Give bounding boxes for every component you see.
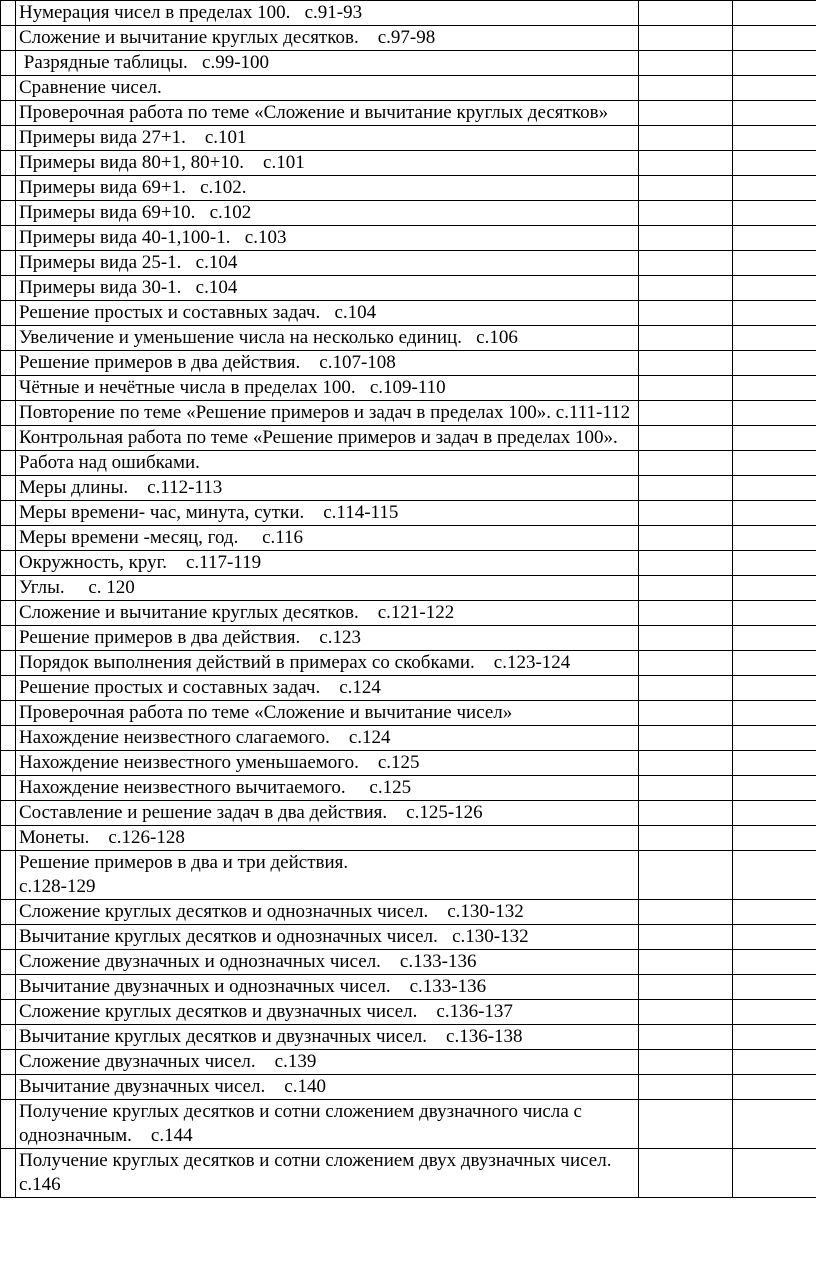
lesson-topic-cell: Примеры вида 69+10. с.102 <box>16 201 639 226</box>
date-cell <box>733 576 816 601</box>
table-row <box>1 826 816 851</box>
hours-cell <box>639 326 733 351</box>
row-number-cell <box>1 201 16 226</box>
row-number-cell <box>1 676 16 701</box>
row-number-cell <box>1 626 16 651</box>
date-cell <box>733 326 816 351</box>
row-number-cell <box>1 826 16 851</box>
lesson-topic-cell: Контрольная работа по теме «Решение примеров и задач в пределах 100». <box>16 426 639 451</box>
row-number-cell <box>1 226 16 251</box>
lesson-topic-cell: Проверочная работа по теме «Сложение и вычитание круглых десятков» <box>16 101 639 126</box>
date-cell <box>733 1075 816 1100</box>
hours-cell <box>639 701 733 726</box>
row-number-cell <box>1 1025 16 1050</box>
lesson-topic-cell: Сложение двузначных и однозначных чисел. с.133-136 <box>16 950 639 975</box>
hours-cell <box>639 851 733 900</box>
lesson-topic-cell: Получение круглых десятков и сотни сложением двузначного числа с однозначным. с.144 <box>16 1100 639 1149</box>
row-number-cell <box>1 1100 16 1149</box>
lesson-topic-cell: Меры длины. с.112-113 <box>16 476 639 501</box>
row-number-cell <box>1 551 16 576</box>
hours-cell <box>639 950 733 975</box>
date-cell <box>733 426 816 451</box>
lesson-topic-cell: Решение примеров в два действия. с.123 <box>16 626 639 651</box>
date-cell <box>733 651 816 676</box>
table-row <box>1 326 816 351</box>
row-number-cell <box>1 651 16 676</box>
date-cell <box>733 476 816 501</box>
table-row <box>1 651 816 676</box>
lesson-topic-cell: Разрядные таблицы. с.99-100 <box>16 51 639 76</box>
date-cell <box>733 526 816 551</box>
table-row <box>1 676 816 701</box>
table-row <box>1 900 816 925</box>
table-row <box>1 51 816 76</box>
lesson-topic-cell: Чётные и нечётные числа в пределах 100. с.109-110 <box>16 376 639 401</box>
table-row <box>1 276 816 301</box>
lesson-topic-cell: Проверочная работа по теме «Сложение и вычитание чисел» <box>16 701 639 726</box>
row-number-cell <box>1 975 16 1000</box>
table-row <box>1 451 816 476</box>
table-row <box>1 526 816 551</box>
date-cell <box>733 975 816 1000</box>
date-cell <box>733 126 816 151</box>
table-row <box>1 226 816 251</box>
row-number-cell <box>1 51 16 76</box>
hours-cell <box>639 426 733 451</box>
date-cell <box>733 376 816 401</box>
date-cell <box>733 251 816 276</box>
row-number-cell <box>1 801 16 826</box>
row-number-cell <box>1 126 16 151</box>
date-cell <box>733 826 816 851</box>
date-cell <box>733 900 816 925</box>
table-row <box>1 701 816 726</box>
hours-cell <box>639 76 733 101</box>
lesson-topic-cell: Работа над ошибками. <box>16 451 639 476</box>
lesson-topic-cell: Решение простых и составных задач. с.104 <box>16 301 639 326</box>
row-number-cell <box>1 1000 16 1025</box>
row-number-cell <box>1 726 16 751</box>
date-cell <box>733 851 816 900</box>
lesson-topic-cell: Повторение по теме «Решение примеров и задач в пределах 100». с.111-112 <box>16 401 639 426</box>
row-number-cell <box>1 276 16 301</box>
lesson-topic-cell: Сложение двузначных чисел. с.139 <box>16 1050 639 1075</box>
row-number-cell <box>1 26 16 51</box>
date-cell <box>733 401 816 426</box>
row-number-cell <box>1 1149 16 1198</box>
lesson-topic-cell: Вычитание двузначных и однозначных чисел. с.133-136 <box>16 975 639 1000</box>
table-row <box>1 126 816 151</box>
hours-cell <box>639 226 733 251</box>
row-number-cell <box>1 1050 16 1075</box>
row-number-cell <box>1 451 16 476</box>
lesson-topic-cell: Монеты. с.126-128 <box>16 826 639 851</box>
hours-cell <box>639 726 733 751</box>
date-cell <box>733 101 816 126</box>
table-row <box>1 251 816 276</box>
table-row <box>1 801 816 826</box>
hours-cell <box>639 576 733 601</box>
hours-cell <box>639 651 733 676</box>
date-cell <box>733 201 816 226</box>
table-row <box>1 576 816 601</box>
table-row <box>1 950 816 975</box>
row-number-cell <box>1 426 16 451</box>
hours-cell <box>639 975 733 1000</box>
lesson-topic-cell: Решение простых и составных задач. с.124 <box>16 676 639 701</box>
lesson-topic-cell: Сложение и вычитание круглых десятков. с.121-122 <box>16 601 639 626</box>
lesson-topic-cell: Порядок выполнения действий в примерах со скобками. с.123-124 <box>16 651 639 676</box>
row-number-cell <box>1 401 16 426</box>
row-number-cell <box>1 851 16 900</box>
date-cell <box>733 76 816 101</box>
lesson-topic-cell: Вычитание круглых десятков и однозначных чисел. с.130-132 <box>16 925 639 950</box>
date-cell <box>733 1000 816 1025</box>
lesson-topic-cell: Нахождение неизвестного слагаемого. с.124 <box>16 726 639 751</box>
hours-cell <box>639 925 733 950</box>
lesson-topic-cell: Примеры вида 69+1. с.102. <box>16 176 639 201</box>
date-cell <box>733 776 816 801</box>
lesson-topic-cell: Сложение и вычитание круглых десятков. с.97-98 <box>16 26 639 51</box>
hours-cell <box>639 101 733 126</box>
date-cell <box>733 501 816 526</box>
hours-cell <box>639 401 733 426</box>
hours-cell <box>639 1050 733 1075</box>
hours-cell <box>639 126 733 151</box>
lesson-topic-cell: Углы. с. 120 <box>16 576 639 601</box>
lesson-topic-cell: Примеры вида 40-1,100-1. с.103 <box>16 226 639 251</box>
date-cell <box>733 950 816 975</box>
lesson-topic-cell: Увеличение и уменьшение числа на несколько единиц. с.106 <box>16 326 639 351</box>
lesson-topic-cell: Нумерация чисел в пределах 100. с.91-93 <box>16 1 639 26</box>
lesson-topic-cell: Решение примеров в два действия. с.107-108 <box>16 351 639 376</box>
hours-cell <box>639 1 733 26</box>
date-cell <box>733 301 816 326</box>
table-row <box>1 151 816 176</box>
row-number-cell <box>1 376 16 401</box>
lesson-topic-cell: Составление и решение задач в два действия. с.125-126 <box>16 801 639 826</box>
lesson-topic-cell: Меры времени -месяц, год. с.116 <box>16 526 639 551</box>
lesson-topic-cell: Примеры вида 30-1. с.104 <box>16 276 639 301</box>
hours-cell <box>639 251 733 276</box>
row-number-cell <box>1 701 16 726</box>
hours-cell <box>639 826 733 851</box>
hours-cell <box>639 276 733 301</box>
hours-cell <box>639 1100 733 1149</box>
hours-cell <box>639 1149 733 1198</box>
date-cell <box>733 1050 816 1075</box>
date-cell <box>733 751 816 776</box>
lesson-topic-cell: Сравнение чисел. <box>16 76 639 101</box>
row-number-cell <box>1 776 16 801</box>
row-number-cell <box>1 251 16 276</box>
lesson-topic-cell: Вычитание круглых десятков и двузначных чисел. с.136-138 <box>16 1025 639 1050</box>
date-cell <box>733 701 816 726</box>
table-row <box>1 1050 816 1075</box>
row-number-cell <box>1 176 16 201</box>
date-cell <box>733 1 816 26</box>
hours-cell <box>639 676 733 701</box>
hours-cell <box>639 626 733 651</box>
hours-cell <box>639 351 733 376</box>
row-number-cell <box>1 601 16 626</box>
lesson-topic-cell: Нахождение неизвестного вычитаемого. с.125 <box>16 776 639 801</box>
lesson-topic-cell: Получение круглых десятков и сотни сложением двух двузначных чисел. с.146 <box>16 1149 639 1198</box>
table-row <box>1 426 816 451</box>
hours-cell <box>639 601 733 626</box>
row-number-cell <box>1 950 16 975</box>
date-cell <box>733 351 816 376</box>
date-cell <box>733 276 816 301</box>
table-row <box>1 301 816 326</box>
table-row <box>1 26 816 51</box>
table-row <box>1 1100 816 1149</box>
date-cell <box>733 1100 816 1149</box>
table-row <box>1 1000 816 1025</box>
row-number-cell <box>1 76 16 101</box>
date-cell <box>733 51 816 76</box>
table-row <box>1 1025 816 1050</box>
table-row <box>1 351 816 376</box>
hours-cell <box>639 801 733 826</box>
row-number-cell <box>1 501 16 526</box>
hours-cell <box>639 476 733 501</box>
hours-cell <box>639 751 733 776</box>
hours-cell <box>639 51 733 76</box>
table-row <box>1 551 816 576</box>
table-row <box>1 1075 816 1100</box>
table-row <box>1 726 816 751</box>
date-cell <box>733 151 816 176</box>
table-row <box>1 376 816 401</box>
row-number-cell <box>1 351 16 376</box>
table-row <box>1 776 816 801</box>
row-number-cell <box>1 151 16 176</box>
table-row <box>1 975 816 1000</box>
date-cell <box>733 601 816 626</box>
table-row <box>1 476 816 501</box>
lesson-plan-body <box>1 1 816 1198</box>
hours-cell <box>639 551 733 576</box>
table-row <box>1 1149 816 1198</box>
lesson-topic-cell: Сложение круглых десятков и двузначных чисел. с.136-137 <box>16 1000 639 1025</box>
date-cell <box>733 26 816 51</box>
date-cell <box>733 801 816 826</box>
lesson-topic-cell: Примеры вида 80+1, 80+10. с.101 <box>16 151 639 176</box>
row-number-cell <box>1 476 16 501</box>
row-number-cell <box>1 326 16 351</box>
date-cell <box>733 176 816 201</box>
row-number-cell <box>1 751 16 776</box>
table-row <box>1 925 816 950</box>
row-number-cell <box>1 900 16 925</box>
row-number-cell <box>1 1075 16 1100</box>
lesson-topic-cell: Вычитание двузначных чисел. с.140 <box>16 1075 639 1100</box>
table-row <box>1 76 816 101</box>
table-row <box>1 601 816 626</box>
hours-cell <box>639 1025 733 1050</box>
date-cell <box>733 551 816 576</box>
table-row <box>1 176 816 201</box>
row-number-cell <box>1 576 16 601</box>
row-number-cell <box>1 301 16 326</box>
row-number-cell <box>1 925 16 950</box>
hours-cell <box>639 176 733 201</box>
lesson-topic-cell: Примеры вида 25-1. с.104 <box>16 251 639 276</box>
row-number-cell <box>1 1 16 26</box>
hours-cell <box>639 451 733 476</box>
lesson-topic-cell: Решение примеров в два и три действия. с.128-129 <box>16 851 639 900</box>
hours-cell <box>639 26 733 51</box>
date-cell <box>733 726 816 751</box>
hours-cell <box>639 900 733 925</box>
row-number-cell <box>1 101 16 126</box>
hours-cell <box>639 501 733 526</box>
table-row <box>1 751 816 776</box>
date-cell <box>733 1025 816 1050</box>
date-cell <box>733 676 816 701</box>
table-row <box>1 851 816 900</box>
table-row <box>1 201 816 226</box>
lesson-topic-cell: Сложение круглых десятков и однозначных чисел. с.130-132 <box>16 900 639 925</box>
hours-cell <box>639 301 733 326</box>
lesson-topic-cell: Нахождение неизвестного уменьшаемого. с.125 <box>16 751 639 776</box>
date-cell <box>733 1149 816 1198</box>
hours-cell <box>639 151 733 176</box>
row-number-cell <box>1 526 16 551</box>
table-row <box>1 401 816 426</box>
date-cell <box>733 451 816 476</box>
hours-cell <box>639 1000 733 1025</box>
date-cell <box>733 626 816 651</box>
table-row <box>1 501 816 526</box>
hours-cell <box>639 201 733 226</box>
lesson-topic-cell: Окружность, круг. с.117-119 <box>16 551 639 576</box>
lesson-topic-cell: Меры времени- час, минута, сутки. с.114-115 <box>16 501 639 526</box>
date-cell <box>733 925 816 950</box>
hours-cell <box>639 776 733 801</box>
hours-cell <box>639 526 733 551</box>
table-row <box>1 101 816 126</box>
table-row <box>1 1 816 26</box>
hours-cell <box>639 1075 733 1100</box>
table-row <box>1 626 816 651</box>
hours-cell <box>639 376 733 401</box>
lesson-topic-cell: Примеры вида 27+1. с.101 <box>16 126 639 151</box>
date-cell <box>733 226 816 251</box>
